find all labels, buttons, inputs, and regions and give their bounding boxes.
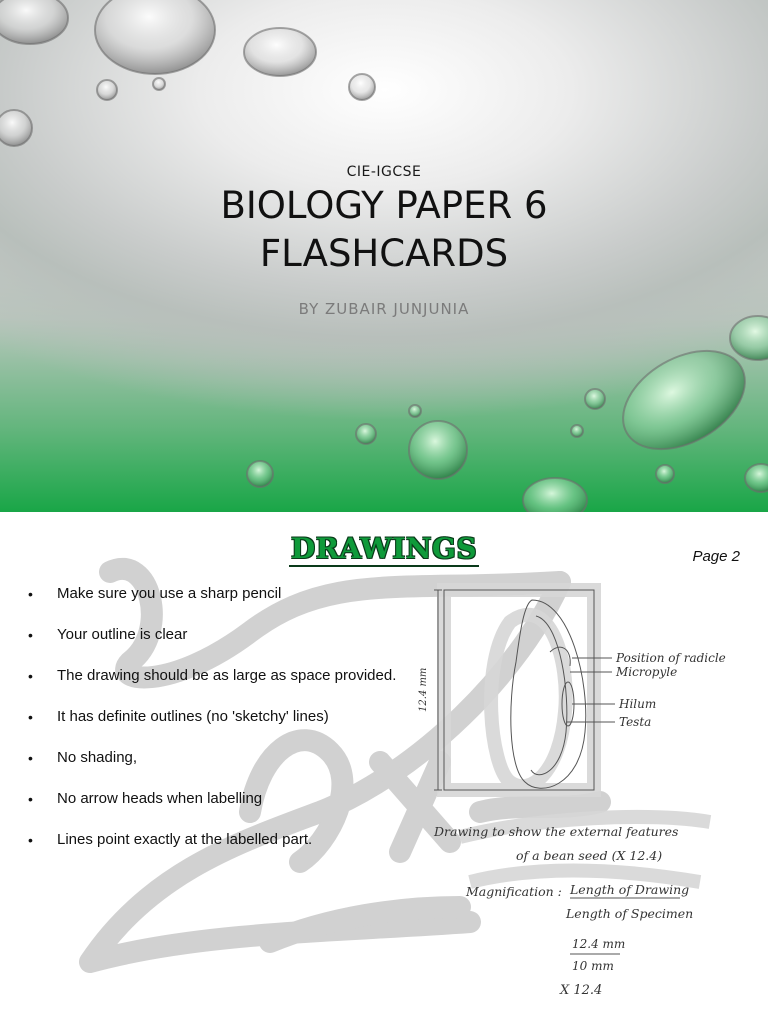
list-item: • No arrow heads when labelling: [28, 787, 396, 828]
list-item: • The drawing should be as large as space provided.: [28, 664, 396, 705]
list-item: • Your outline is clear: [28, 623, 396, 664]
caption-line-1: Drawing to show the external features: [434, 824, 679, 839]
caption-line-2: of a bean seed (X 12.4): [516, 848, 663, 863]
drawings-slide: [0, 512, 768, 1024]
heading-text: DRAWINGS: [290, 532, 478, 565]
label-testa: Testa: [619, 715, 652, 729]
drawing-rules-list: [28, 582, 396, 869]
title-line-1: BIOLOGY PAPER 6: [220, 184, 548, 227]
label-micropyle: Micropyle: [616, 665, 678, 679]
author-byline: BY ZUBAIR JUNJUNIA: [298, 300, 470, 318]
title-line-2: FLASHCARDS: [259, 232, 509, 275]
list-item: • Lines point exactly at the labelled part.: [28, 828, 396, 869]
calc-denominator: 10 mm: [572, 959, 614, 973]
label-hilum: Hilum: [619, 697, 657, 711]
bean-seed-drawing: [420, 582, 725, 1002]
slide-heading: [0, 532, 768, 565]
formula-numerator: Length of Drawing: [570, 882, 690, 897]
magnification-result: X 12.4: [560, 983, 603, 998]
calc-numerator: 12.4 mm: [572, 937, 626, 951]
label-dimension: 12.4 mm: [418, 667, 429, 712]
list-item: • Make sure you use a sharp pencil: [28, 582, 396, 623]
main-title: [0, 182, 768, 278]
title-block: [0, 162, 768, 318]
magnification-label: Magnification :: [466, 884, 562, 899]
list-item: • It has definite outlines (no 'sketchy' lines): [28, 705, 396, 746]
page-number: Page 2: [692, 548, 740, 565]
formula-denominator: Length of Specimen: [566, 906, 694, 921]
exam-board-label: CIE-IGCSE: [346, 164, 422, 180]
label-radicle: Position of radicle: [616, 651, 726, 665]
list-item: • No shading,: [28, 746, 396, 787]
